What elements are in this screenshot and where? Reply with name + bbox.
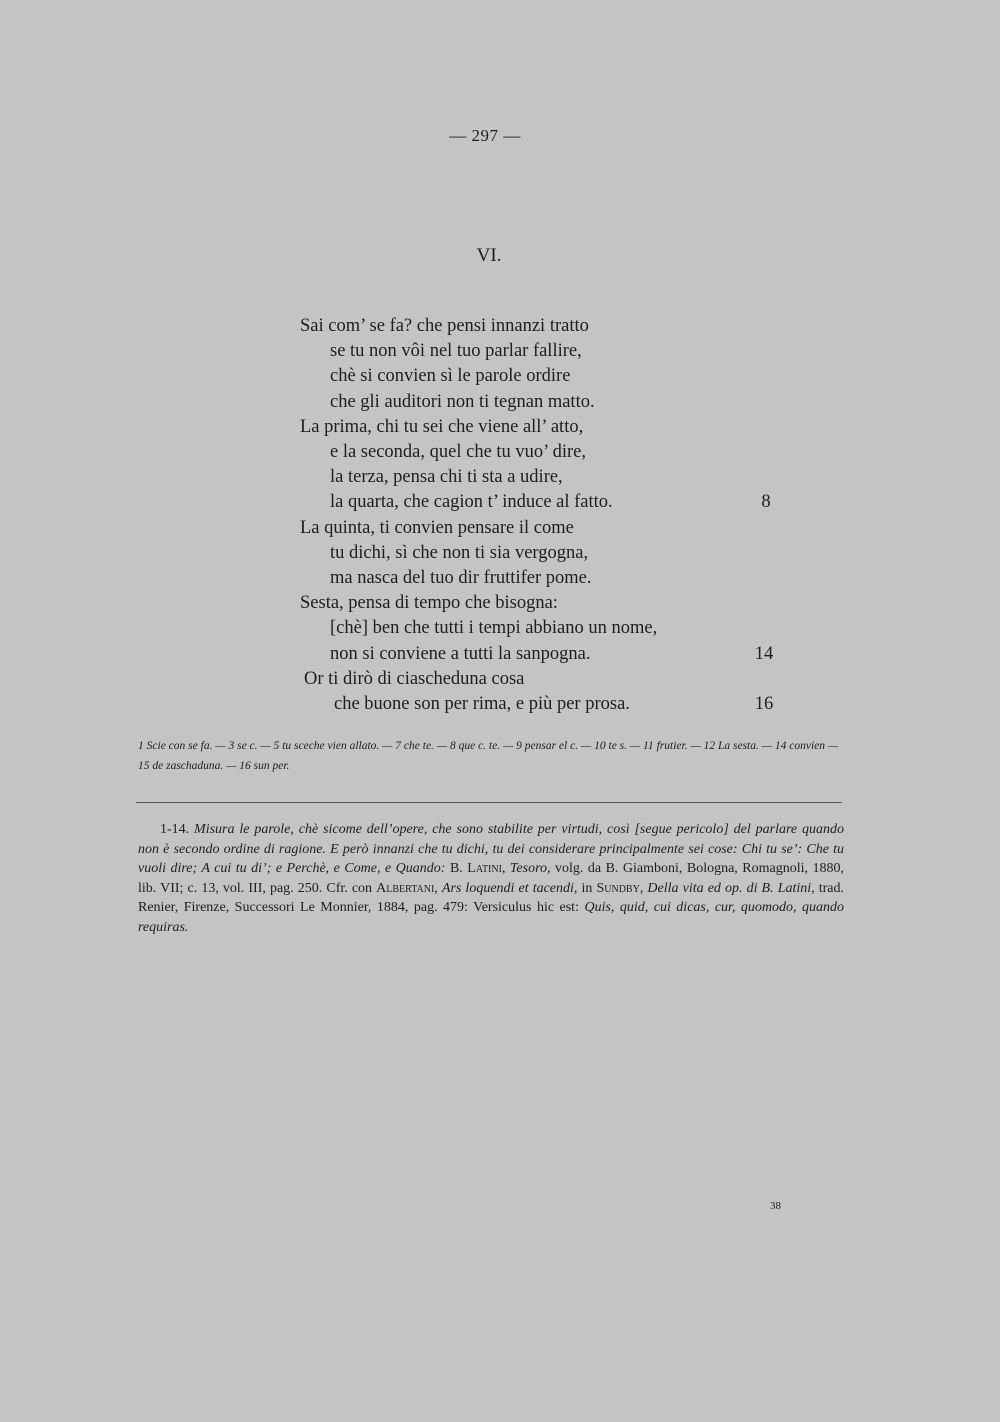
- variant-entry: 5 tu sceche vien allato.: [273, 740, 380, 752]
- verse-line: [0, 591, 1000, 616]
- verse-text: se tu non vôi nel tuo parlar fallire,: [330, 341, 582, 362]
- variant-entry: 14 convien: [774, 740, 826, 752]
- verse-line: [0, 390, 1000, 415]
- author-name: Sundby: [596, 880, 640, 896]
- verse-line: [0, 541, 1000, 566]
- verse-line: [0, 566, 1000, 591]
- variant-entry: 9 pensar el c.: [516, 740, 579, 752]
- verse-text: non si conviene a tutti la sanpogna.: [330, 643, 591, 664]
- variant-entry: 12 La sesta.: [703, 740, 759, 752]
- commentary-note: 1-14. Misura le parole, chè sicome dell’opere, che sono stabilite per virtudi, così [segue pericolo] del parlare quando non è secondo ordine di ragione. E però innanzi che tu dichi, tu dei considerare principalmente sei cose: Chi tu se’: Che tu vuoli dire; A cui tu di’; e Perchè, e Come, e Quando: B. Latini, Tesoro, volg. da B. Giamboni, Bologna, Romagnoli, 1880, lib. VII; c. 13, vol. III, pag. 250. Cfr. con Albertani, Ars loquendi et tacendi, in Sundby, Della vita ed op. di B. Latini, trad. Renier, Firenze, Successori Le Monnier, 1884, pag. 479: Versiculus hic est: Quis, quid, cui dicas, cur, quomodo, quando requiras.: [138, 822, 845, 935]
- variant-entry: 16 sun per.: [239, 760, 290, 772]
- variant-entry: 7 che te.: [395, 740, 434, 752]
- verse-line: [0, 339, 1000, 364]
- section-number: VI.: [476, 245, 502, 266]
- verse-line: [0, 364, 1000, 389]
- verse-line: [0, 667, 1000, 692]
- verse-text: che gli auditori non ti tegnan matto.: [330, 391, 595, 412]
- verse-line: [0, 490, 1000, 515]
- commentary-quote: Quis, quid, cui dicas, cur, quomodo, quando requiras.: [138, 900, 844, 935]
- work-title: Della vita ed op. di B. Latini,: [647, 880, 815, 896]
- verse-line: [0, 616, 1000, 641]
- variant-entry: 10 te s.: [594, 740, 628, 752]
- verse-line: [0, 692, 1000, 717]
- commentary-ref: 1-14.: [160, 822, 190, 837]
- page-number: — 297 —: [449, 126, 521, 145]
- commentary-quote: Misura le parole, chè sicome dell’opere, che sono stabilite per virtudi, così: [194, 822, 630, 837]
- verse-text: la quarta, che cagion t’ induce al fatto.: [330, 492, 613, 513]
- variant-entry: 3 se c.: [228, 740, 258, 752]
- verse-text: [chè] ben che tutti i tempi abbiano un nome,: [330, 618, 658, 639]
- variant-entry: 8 que c. te.: [449, 740, 501, 752]
- verse-text: tu dichi, sì che non ti sia vergogna,: [330, 542, 589, 563]
- variant-entry: 15 de zaschaduna.: [138, 760, 224, 772]
- verse-text: la terza, pensa chi ti sta a udire,: [330, 467, 563, 488]
- work-title: Tesoro,: [509, 861, 551, 876]
- author-name: Albertani,: [376, 880, 438, 896]
- variant-entry: 1 Scie con se fa.: [138, 740, 213, 752]
- verse-line: [0, 440, 1000, 465]
- verse-number: 8: [761, 492, 771, 513]
- footnote-separator: [136, 802, 842, 803]
- author-name: Latini: [467, 861, 502, 876]
- verse-line: [0, 415, 1000, 440]
- verse-number: 16: [754, 694, 774, 714]
- work-title: Ars loquendi et tacendi,: [441, 880, 578, 896]
- verse-text: che buone son per rima, e più per prosa.: [334, 694, 630, 714]
- commentary-quote: del parlare quando non è secondo ordine di ragione. E però innanzi che tu dichi, tu dei considerare principalmente sei cose: Chi tu se’: Che tu vuoli dire; A cui tu di’; e Perchè, e Come, e Quando:: [138, 822, 844, 876]
- variant-entry: 11 frutier.: [643, 740, 688, 752]
- verse-line: [0, 314, 1000, 339]
- publication-info: trad. Renier, Firenze, Successori Le Monnier, 1884, pag. 479: Versiculus hic est:: [138, 880, 845, 915]
- verse-text: Sai com’ se fa? che pensi innanzi tratto: [300, 316, 589, 336]
- verse-line: [0, 516, 1000, 541]
- verse-text: ma nasca del tuo dir fruttifer pome.: [330, 568, 592, 588]
- verse-text: e la seconda, quel che tu vuo’ dire,: [330, 442, 586, 462]
- variant-readings: 1 Scie con se fa. — 3 se c. — 5 tu sceche vien allato. — 7 che te. — 8 que c. te. — 9 pensar el c. — 10 te s. — 11 frutier. — 12 La sesta. — 14 convien — 15 de zaschaduna. — 16 sun per.: [138, 740, 839, 772]
- verse-text: La prima, chi tu sei che viene all’ atto,: [300, 416, 584, 437]
- verse-line: [0, 642, 1000, 667]
- verse-text: La quinta, ti convien pensare il come: [300, 517, 574, 538]
- verse-text: Or ti dirò di ciascheduna cosa: [304, 668, 525, 689]
- signature-mark: 38: [770, 1200, 781, 1212]
- verse-text: Sesta, pensa di tempo che bisogna:: [300, 593, 558, 614]
- publication-info: volg. da B. Giamboni, Bologna, Romagnoli, 1880, lib. VII; c. 13, vol. III, pag. 250. Cfr. con: [138, 861, 844, 896]
- verse-line: [0, 465, 1000, 490]
- verse-number: 14: [754, 643, 774, 664]
- verse-text: chè si convien sì le parole ordire: [330, 366, 571, 387]
- editorial-note: [segue pericolo]: [634, 822, 729, 837]
